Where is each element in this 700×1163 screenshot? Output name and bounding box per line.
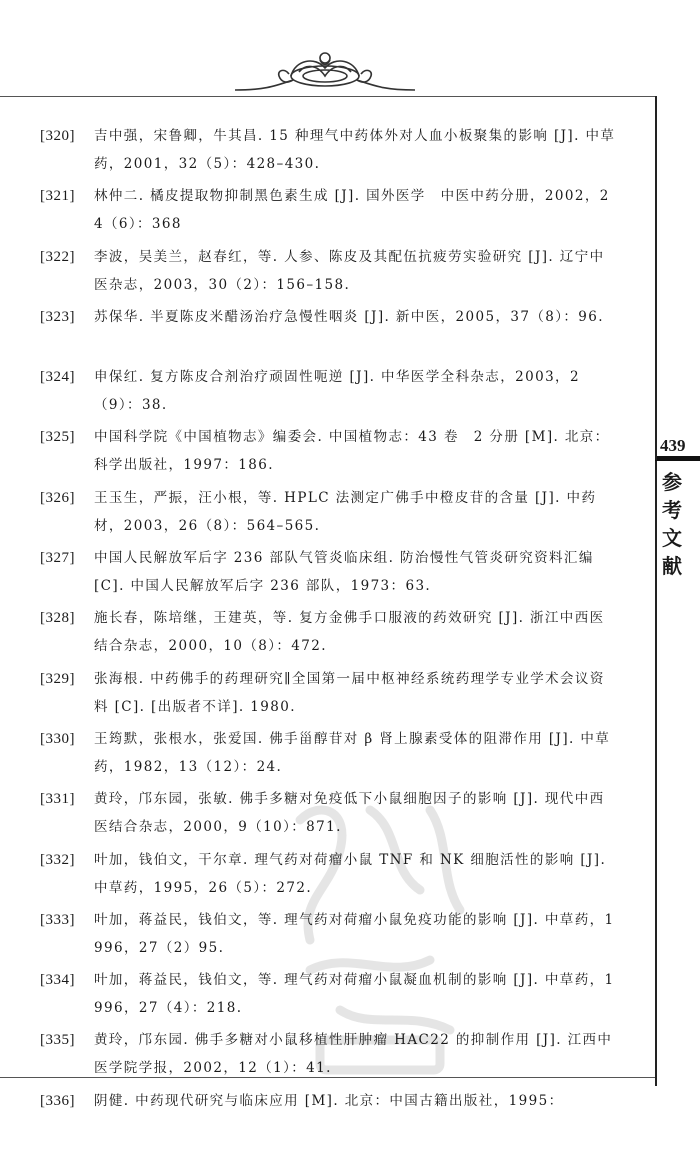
- reference-entry: [40, 846, 618, 906]
- reference-number: [324]: [40, 369, 75, 386]
- reference-number: [327]: [40, 550, 75, 567]
- reference-entry: [40, 423, 618, 483]
- reference-number: [322]: [40, 248, 75, 265]
- reference-text: 李波，吴美兰，赵春红，等. 人参、陈皮及其配伍抗疲劳实验研究 [J]. 辽宁中医杂志，2003，30（2）：156–158.: [94, 248, 605, 293]
- reference-text: 黄玲，邝东园，张敏. 佛手多糖对免疫低下小鼠细胞因子的影响 [J]. 现代中西医结合杂志，2000，9（10）：871.: [94, 791, 605, 836]
- reference-number: [329]: [40, 670, 75, 687]
- reference-entry: [40, 785, 618, 845]
- reference-entry: [40, 363, 618, 423]
- reference-number: [335]: [40, 1032, 75, 1049]
- reference-entry: [40, 665, 618, 725]
- section-label: 参考文献: [662, 470, 682, 578]
- reference-text: 中国人民解放军后字 236 部队气管炎临床组. 防治慢性气管炎研究资料汇编 [C]. 中国人民解放军后字 236 部队，1973：63.: [94, 550, 594, 595]
- reference-text: 王玉生，严振，汪小根，等. HPLC 法测定广佛手中橙皮苷的含量 [J]. 中药材，2003，26（8）：564–565.: [94, 489, 597, 534]
- reference-entry: [40, 122, 618, 182]
- page-number: 439: [660, 436, 686, 455]
- reference-entry: [40, 906, 618, 966]
- reference-entry: [40, 243, 618, 303]
- reference-text: 叶加，蒋益民，钱伯文，等. 理气药对荷瘤小鼠免疫功能的影响 [J]. 中草药，1996，27（2）95.: [94, 911, 615, 956]
- reference-text: 吉中强，宋鲁卿，牛其昌. 15 种理气中药体外对人血小板聚集的影响 [J]. 中草药，2001，32（5）：428–430.: [94, 128, 616, 172]
- reference-number: [333]: [40, 911, 75, 928]
- reference-number: [320]: [40, 128, 75, 144]
- reference-text: 黄玲，邝东园. 佛手多糖对小鼠移植性肝肿瘤 HAC22 的抑制作用 [J]. 江西中医学院学报，2002，12（1）：41.: [94, 1032, 613, 1077]
- reference-text: 张海根. 中药佛手的药理研究∥全国第一届中枢神经系统药理学专业学术会议资料 [C]. [出版者不详]. 1980.: [94, 670, 605, 715]
- reference-entry: [40, 544, 618, 604]
- reference-text: 阴健. 中药现代研究与临床应用 [M]. 北京：中国古籍出版社，1995：: [94, 1092, 564, 1109]
- reference-entry: [40, 182, 618, 242]
- reference-text: 王筠默，张根水，张爱国. 佛手甾醇苷对 β 肾上腺素受体的阻滞作用 [J]. 中草药，1982，13（12）：24.: [94, 730, 611, 775]
- header-rule: [0, 96, 655, 97]
- reference-text: 苏保华. 半夏陈皮米醋汤治疗急慢性咽炎 [J]. 新中医，2005，37（8）：96.: [94, 308, 604, 325]
- reference-text: 叶加，蒋益民，钱伯文，等. 理气药对荷瘤小鼠凝血机制的影响 [J]. 中草药，1996，27（4）：218.: [94, 972, 615, 1017]
- reference-number: [332]: [40, 851, 75, 868]
- reference-number: [336]: [40, 1092, 75, 1109]
- reference-text: 施长春，陈培继，王建英，等. 复方金佛手口服液的药效研究 [J]. 浙江中西医结合杂志，2000，10（8）：472.: [94, 610, 605, 655]
- reference-text: 申保红. 复方陈皮合剂治疗顽固性呃逆 [J]. 中华医学全科杂志，2003，2（9）：38.: [94, 369, 580, 414]
- reference-number: [323]: [40, 308, 75, 325]
- reference-entry: [40, 966, 618, 1026]
- reference-entry: [40, 1087, 618, 1147]
- reference-entry: [40, 1026, 618, 1086]
- reference-entry: [40, 725, 618, 785]
- reference-number: [321]: [40, 188, 75, 205]
- reference-number: [330]: [40, 730, 75, 747]
- reference-entry: [40, 604, 618, 664]
- reference-text: 中国科学院《中国植物志》编委会. 中国植物志：43 卷 2 分册 [M]. 北京：科学出版社，1997：186.: [94, 429, 610, 474]
- reference-text: 林仲二. 橘皮提取物抑制黑色素生成 [J]. 国外医学 中医中药分册，2002，24（6）：368: [94, 188, 610, 233]
- reference-number: [334]: [40, 972, 75, 989]
- margin-vertical-rule: [655, 96, 657, 1086]
- reference-number: [331]: [40, 791, 75, 808]
- reference-number: [326]: [40, 489, 75, 506]
- decorative-knot-ornament: [235, 46, 415, 96]
- reference-number: [325]: [40, 429, 75, 446]
- reference-number: [328]: [40, 610, 75, 627]
- reference-entry: [40, 303, 618, 363]
- reference-text: 叶加，钱伯文，干尔章. 理气药对荷瘤小鼠 TNF 和 NK 细胞活性的影响 [J]. 中草药，1995，26（5）：272.: [94, 851, 607, 896]
- section-tab-underline: [655, 460, 700, 461]
- reference-list: [40, 122, 618, 1147]
- reference-entry: [40, 484, 618, 544]
